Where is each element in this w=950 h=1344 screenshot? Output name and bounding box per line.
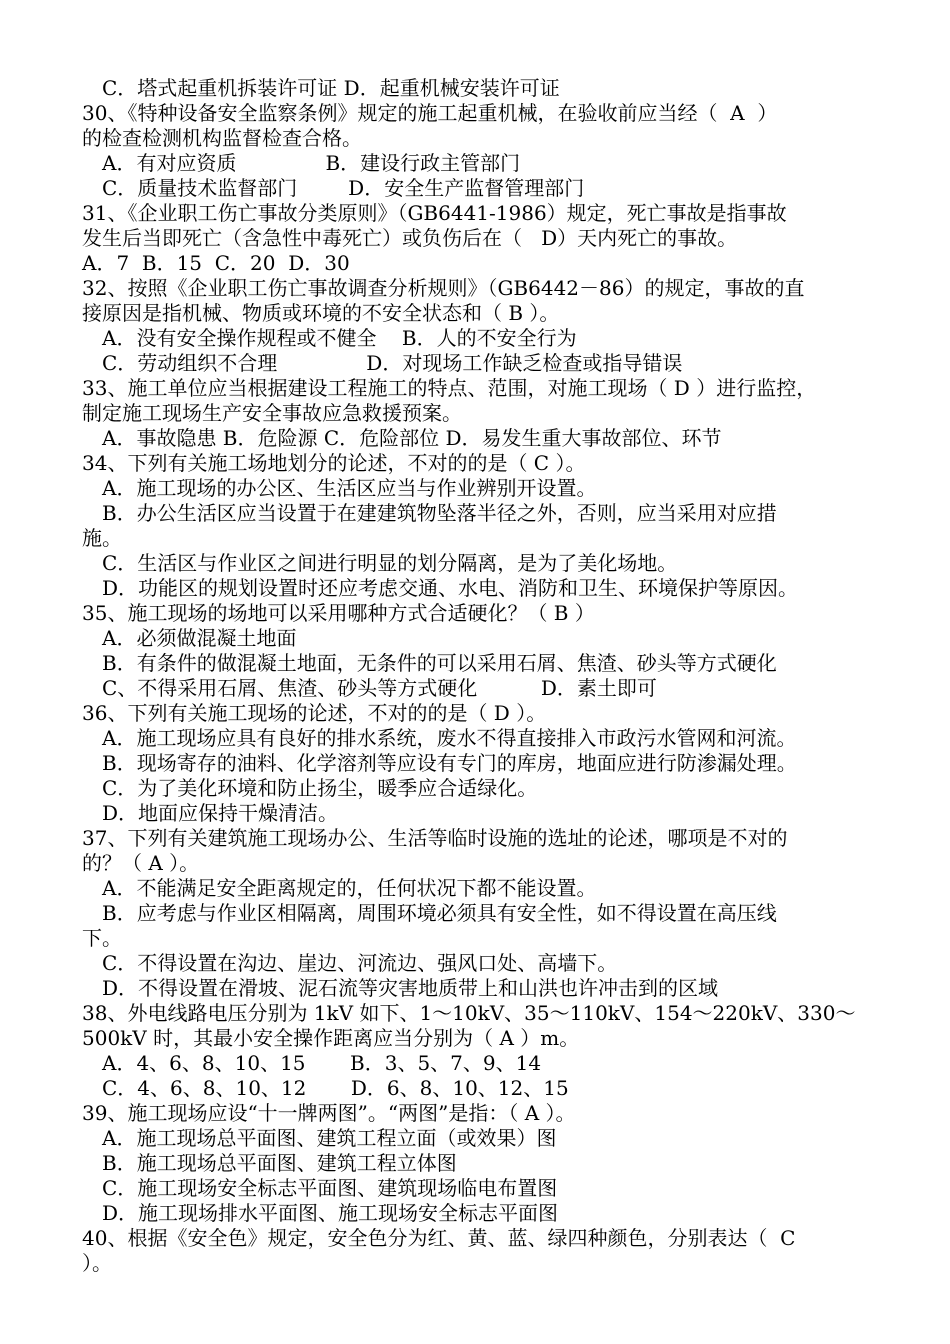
text-line: 制定施工现场生产安全事故应急救援预案。 [82,401,462,425]
option-line: A．4、6、8、10、15 B．3、5、7、9、14 [102,1051,542,1075]
option-line: C．劳动组织不合理 D．对现场工作缺乏检查或指导错误 [102,351,683,375]
option-line: C．为了美化环境和防止扬尘，暖季应合适绿化。 [102,776,538,800]
text-line: 500kV 时，其最小安全操作距离应当分别为（ A ）m。 [82,1026,580,1050]
question-38: 38、外电线路电压分别为 1kV 如下、1～10kV、35～110kV、154～220kV、330～ [82,1001,856,1025]
question-36: 36、下列有关施工现场的论述，不对的的是（ D ）。 [82,701,547,725]
option-line: B．现场寄存的油料、化学溶剂等应设有专门的库房，地面应进行防渗漏处理。 [102,751,797,775]
question-30: 30、《特种设备安全监察条例》规定的施工起重机械，在验收前应当经（ A ） [82,101,778,125]
text-line: 发生后当即死亡（含急性中毒死亡）或负伤后在（ D）天内死亡的事故。 [82,226,738,250]
text-line: ）。 [82,1251,112,1275]
option-line: A．7 B．15 C．20 D．30 [82,251,350,275]
question-37: 37、下列有关建筑施工现场办公、生活等临时设施的选址的论述，哪项是不对的 [82,826,788,850]
option-line: A．没有安全操作规程或不健全 B．人的不安全行为 [102,326,577,350]
option-line: A．施工现场应具有良好的排水系统，废水不得直接排入市政污水管网和河流。 [102,726,797,750]
option-line: C．不得设置在沟边、崖边、河流边、强风口处、高墙下。 [102,951,618,975]
option-line: C．4、6、8、10、12 D．6、8、10、12、15 [102,1076,569,1100]
question-34: 34、下列有关施工场地划分的论述，不对的的是（ C ）。 [82,451,586,475]
question-33: 33、施工单位应当根据建设工程施工的特点、范围，对施工现场（ D ）进行监控， [82,376,817,400]
question-39: 39、施工现场应设“十一牌两图”。“两图”是指：（ A ）。 [82,1101,576,1125]
question-40: 40、根据《安全色》规定，安全色分为红、黄、蓝、绿四种颜色，分别表达（ C [82,1226,796,1250]
text-line: 的？（ A ）。 [82,851,200,875]
option-line: C．质量技术监督部门 D．安全生产监督管理部门 [102,176,585,200]
option-line: D．不得设置在滑坡、泥石流等灾害地质带上和山洪也许冲击到的区域 [102,976,719,1000]
option-line: D．地面应保持干燥清洁。 [102,801,339,825]
question-31: 31、《企业职工伤亡事故分类原则》（GB6441-1986）规定，死亡事故是指事故 [82,201,787,225]
text-line: 的检查检测机构监督检查合格。 [82,126,362,150]
option-line: A．有对应资质 B．建设行政主管部门 [102,151,521,175]
option-line: A．施工现场总平面图、建筑工程立面（或效果）图 [102,1126,557,1150]
option-line: B．施工现场总平面图、建筑工程立体图 [102,1151,457,1175]
option-line: D．施工现场排水平面图、施工现场安全标志平面图 [102,1201,559,1225]
text-line: 下。 [82,926,122,950]
option-line: C．生活区与作业区之间进行明显的划分隔离，是为了美化场地。 [102,551,678,575]
question-32: 32、按照《企业职工伤亡事故调查分析规则》（GB6442－86）的规定，事故的直 [82,276,805,300]
text-line: 施。 [82,526,122,550]
option-line: C、不得采用石屑、焦渣、砂头等方式硬化 D．素土即可 [102,676,657,700]
option-line: B．应考虑与作业区相隔离，周围环境必须具有安全性，如不得设置在高压线 [102,901,777,925]
question-35: 35、施工现场的场地可以采用哪种方式合适硬化？（ B ） [82,601,595,625]
option-line: B．办公生活区应当设置于在建建筑物坠落半径之外，否则，应当采用对应措 [102,501,777,525]
option-line: A．不能满足安全距离规定的，任何状况下都不能设置。 [102,876,597,900]
option-line: B．有条件的做混凝土地面，无条件的可以采用石屑、焦渣、砂头等方式硬化 [102,651,777,675]
text-line: C．塔式起重机拆装许可证 D．起重机械安装许可证 [102,76,560,100]
option-line: C．施工现场安全标志平面图、建筑现场临电布置图 [102,1176,558,1200]
text-line: 接原因是指机械、物质或环境的不安全状态和（ B ）。 [82,301,560,325]
option-line: A．事故隐患 B．危险源 C．危险部位 D．易发生重大事故部位、环节 [102,426,722,450]
option-line: A．必须做混凝土地面 [102,626,297,650]
option-line: A．施工现场的办公区、生活区应当与作业辨别开设置。 [102,476,597,500]
option-line: D．功能区的规划设置时还应考虑交通、水电、消防和卫生、环境保护等原因。 [102,576,799,600]
